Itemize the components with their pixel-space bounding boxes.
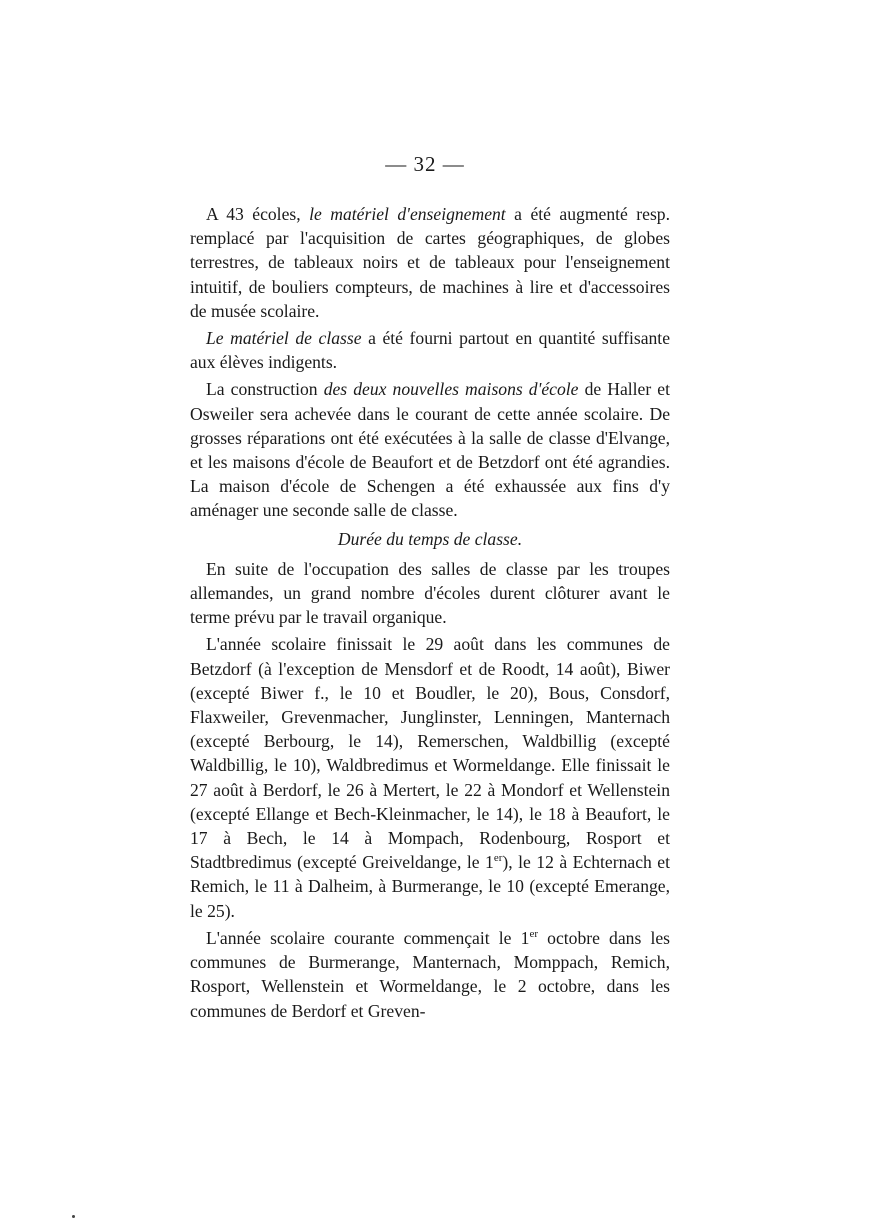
emphasis-text: des deux nouvelles maisons d'école bbox=[323, 379, 579, 400]
page-number: — 32 — bbox=[385, 152, 465, 176]
paragraph-text: L'année scolaire finissait le 29 août dans les communes de Betzdorf (à l'exception de Mensdorf et de Roodt, 14 août), Biwer (excepté Biwer f., le 10 et Boudler, le 20), Bous, Consdorf, Flaxweiler, Grevenmacher, Junglinster, Lenningen, Manternach (excepté Berbourg, le 14), Remerschen, Waldbillig (excepté Waldbillig, le 10), Waldbredimus et Wormeldange. Elle finissait le 27 août à Berdorf, le 26 à Mertert, le 22 à Mondorf et Wellenstein (excepté Ellange et Bech-Kleinmacher, le 14), le 18 à Beaufort, le 17 à Bech, le 14 à Mompach, Rodenbourg, Rosport et Stadtbredimus (excepté Greiveldange, le 1 bbox=[190, 634, 670, 873]
superscript: er bbox=[529, 928, 538, 941]
paragraph-text: a été augmenté resp. remplacé par l'acquisition de cartes géographiques, de globes terrestres, de tableaux noirs et de tableaux pour l'enseignement intuitif, de bouliers compteurs, de machines à lire et d'accessoires de musée scolaire. bbox=[190, 204, 671, 321]
paragraph-teaching-material bbox=[190, 202, 670, 323]
paragraph-construction bbox=[190, 377, 670, 522]
paragraph-text: a été fourni partout en quantité suffisante aux élèves indigents. bbox=[190, 328, 670, 373]
paragraph-class-material bbox=[190, 326, 670, 374]
emphasis-text: Le matériel de classe bbox=[206, 328, 362, 349]
paragraph-school-year-start bbox=[190, 926, 670, 1023]
paragraph-text: L'année scolaire courante commençait le 1 bbox=[206, 927, 530, 948]
superscript: er bbox=[493, 852, 503, 865]
paragraph-occupation: En suite de l'occupation des salles de classe par les troupes allemandes, un grand nombre d'écoles durent clôturer avant le terme prévu par le travail organique. bbox=[190, 558, 670, 628]
paragraph-text: de Haller et Osweiler sera achevée dans le courant de cette année scolaire. De grosses réparations ont été exécutées à la salle de classe d'Elvange, et les maisons d'école de Beaufort et de Betzdorf ont été agrandies. La maison d'école de Schengen a été exhaussée aux fins d'y aménager une seconde salle de classe. bbox=[190, 379, 670, 521]
paragraph-school-year-end bbox=[190, 632, 670, 922]
section-heading: Durée du temps de classe. bbox=[337, 528, 523, 549]
emphasis-text: le matériel d'enseignement bbox=[309, 204, 506, 224]
body-text bbox=[190, 202, 670, 1023]
paragraph-text: octobre dans les communes de Burmerange, Manternach, Momppach, Remich, Rosport, Wellenstein et Wormeldange, le 2 octobre, dans les communes de Berdorf et Greven- bbox=[190, 927, 671, 1021]
paragraph-text: La construction bbox=[206, 379, 324, 400]
scan-speck bbox=[72, 1215, 75, 1218]
paragraph-text: A 43 écoles, bbox=[206, 204, 310, 224]
paragraph-text: ), le 12 à Echternach et Remich, le 11 à Dalheim, à Burmerange, le 10 (excepté Emerange, le 25). bbox=[190, 852, 670, 921]
